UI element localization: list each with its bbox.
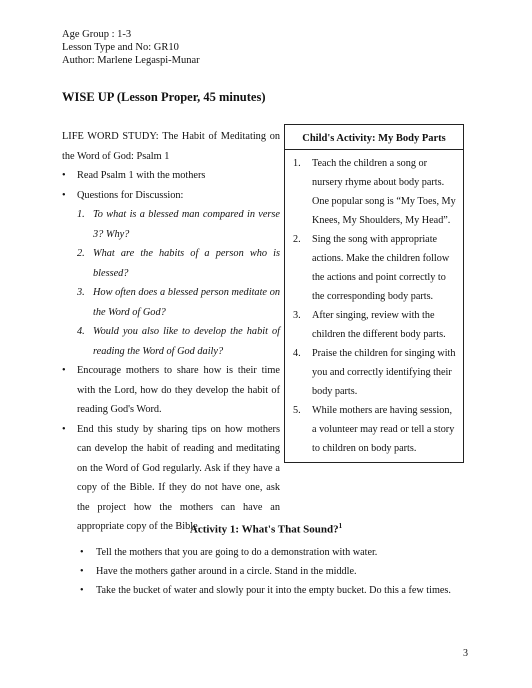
question-number: 1. bbox=[77, 209, 85, 220]
question-item bbox=[77, 244, 280, 283]
list-item bbox=[293, 344, 457, 401]
list-item bbox=[80, 562, 451, 581]
question-item bbox=[77, 283, 280, 322]
activity-title-text: Activity 1: What's That Sound? bbox=[189, 523, 339, 536]
question-text: How often does a blessed person meditate on the Word of God? bbox=[93, 287, 280, 318]
list-item bbox=[80, 581, 451, 600]
activity-step: Take the bucket of water and slowly pour it into the empty bucket. Do this a few times. bbox=[96, 585, 451, 596]
list-item bbox=[80, 543, 451, 562]
bullet-icon: • bbox=[80, 547, 84, 558]
item-text: Teach the children a song or nursery rhyme about body parts. One popular song is “My Toes, My Knees, My Shoulders, My Head”. bbox=[312, 158, 456, 226]
childs-activity-title: Child's Activity: My Body Parts bbox=[302, 133, 446, 144]
life-word-study bbox=[62, 127, 280, 537]
item-text: While mothers are having session, a volunteer may read or tell a story to children on body parts. bbox=[312, 405, 455, 454]
activity-step: Have the mothers gather around in a circle. Stand in the middle. bbox=[96, 566, 357, 577]
question-text: Would you also like to develop the habit of reading the Word of God daily? bbox=[93, 326, 280, 357]
list-item bbox=[293, 154, 457, 230]
divider bbox=[285, 149, 463, 150]
question-number: 3. bbox=[77, 287, 85, 298]
question-item bbox=[77, 322, 280, 361]
item-text: Sing the song with appropriate actions. Make the children follow the actions and point correctly to the corresponding body parts. bbox=[312, 234, 450, 302]
list-item bbox=[293, 401, 457, 458]
bullet-text: Questions for Discussion: bbox=[77, 189, 184, 201]
list-item bbox=[62, 361, 280, 420]
bullet-text: End this study by sharing tips on how mothers can develop the habit of reading and meditating on the Word of God regularly. Ask if they have a copy of the Bible. If they do not have one, ask the project how the mothers can have an appropriate copy of the Bible. bbox=[77, 423, 280, 532]
life-word-intro: LIFE WORD STUDY: The Habit of Meditating on the Word of God: Psalm 1 bbox=[62, 131, 280, 162]
question-item bbox=[77, 205, 280, 244]
list-item bbox=[62, 420, 280, 537]
question-number: 2. bbox=[77, 248, 85, 259]
bullet-icon: • bbox=[62, 423, 66, 435]
discussion-questions bbox=[77, 205, 280, 361]
item-number: 5. bbox=[293, 405, 301, 416]
item-text: After singing, review with the children the different body parts. bbox=[312, 310, 446, 340]
age-group: Age Group : 1-3 bbox=[62, 29, 132, 40]
life-word-bullets bbox=[62, 166, 280, 537]
activity-step: Tell the mothers that you are going to do a demonstration with water. bbox=[96, 547, 378, 558]
bullet-icon: • bbox=[62, 189, 66, 201]
bullet-icon: • bbox=[80, 585, 84, 596]
item-text: Praise the children for singing with you and correctly identifying their body parts. bbox=[312, 348, 456, 397]
item-number: 1. bbox=[293, 158, 301, 169]
activity-title bbox=[0, 522, 532, 536]
question-text: What are the habits of a person who is blessed? bbox=[93, 248, 280, 279]
page-number: 3 bbox=[463, 648, 468, 659]
author: Author: Marlene Legaspi-Munar bbox=[62, 55, 200, 66]
bullet-text: Encourage mothers to share how is their time with the Lord, how do they develop the habit of reading God's Word. bbox=[77, 365, 280, 415]
item-number: 4. bbox=[293, 348, 301, 359]
footnote-marker: 1 bbox=[338, 522, 343, 530]
question-number: 4. bbox=[77, 326, 85, 337]
question-text: To what is a blessed man compared in verse 3? Why? bbox=[93, 209, 280, 240]
item-number: 2. bbox=[293, 234, 301, 245]
activity-list bbox=[80, 543, 451, 600]
lesson-type: Lesson Type and No: GR10 bbox=[62, 42, 179, 53]
list-item bbox=[293, 230, 457, 306]
childs-activity-box bbox=[284, 124, 464, 463]
item-number: 3. bbox=[293, 310, 301, 321]
document-header bbox=[62, 28, 200, 67]
bullet-text: Read Psalm 1 with the mothers bbox=[77, 170, 206, 181]
list-item bbox=[293, 306, 457, 344]
childs-activity-list bbox=[285, 154, 463, 458]
bullet-icon: • bbox=[62, 170, 66, 181]
bullet-icon: • bbox=[62, 365, 66, 376]
section-title: WISE UP (Lesson Proper, 45 minutes) bbox=[62, 90, 266, 104]
bullet-icon: • bbox=[80, 566, 84, 577]
list-item bbox=[62, 186, 280, 362]
list-item bbox=[62, 166, 280, 186]
